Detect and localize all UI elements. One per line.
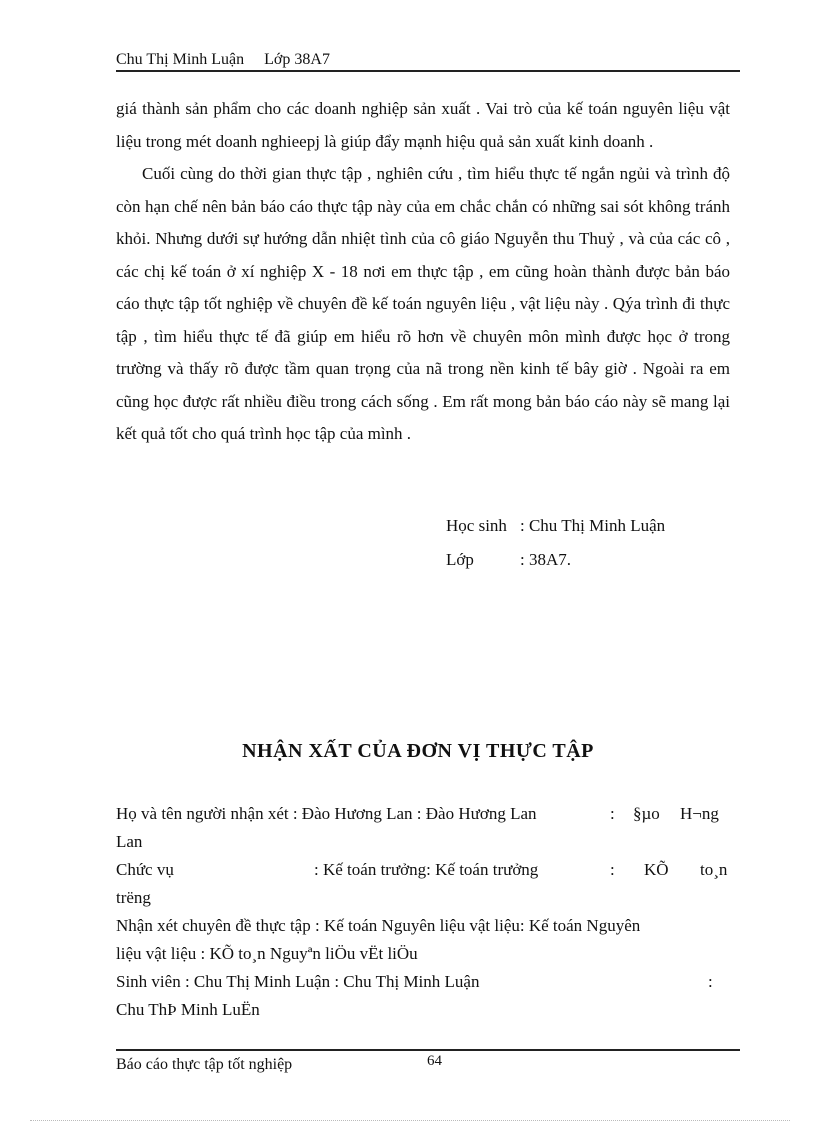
position-garbled-2: to¸n [700,860,728,879]
position-wrap: trëng [116,888,151,907]
review-title: NHẬN XẤT CỦA ĐƠN VỊ THỰC TẬP [242,740,594,762]
reviewer-row [116,800,730,828]
footer-text: Báo cáo thực tập tốt nghiệp [116,1056,293,1073]
review-section [116,800,730,1024]
reviewer-line: Họ và tên người nhận xét : Đào Hương Lan : Đào Hương Lan [116,804,537,823]
position-colon: : [610,860,615,879]
student-colon: : [708,972,713,991]
topic-line: Nhận xét chuyên đề thực tập : Kế toán Nguyên liệu vật liệu: Kế toán Nguyên [116,916,641,935]
position-garbled-1: KÕ [644,860,669,879]
topic-wrap-row [116,940,730,968]
reviewer-garbled-2: H¬ng [680,804,719,823]
signature-class [446,544,571,576]
position-wrap-row [116,884,730,912]
header-divider [116,70,740,72]
footer-divider [116,1049,740,1051]
page-edge-divider [30,1120,790,1121]
page-number: 64 [427,1053,442,1069]
signature-student [446,510,665,542]
page-header [116,50,740,70]
reviewer-garbled-1: §µo [633,804,660,823]
reviewer-wrap: Lan [116,832,143,851]
student-line: Sinh viên : Chu Thị Minh Luận : Chu Thị Minh Luận [116,972,480,991]
position-label: Chức vụ [116,860,174,879]
reviewer-colon: : [610,804,615,823]
signature-class-value: : 38A7. [520,550,571,569]
reviewer-wrap-row [116,828,730,856]
paragraph-1: giá thành sản phẩm cho các doanh nghiệp sản xuất . Vai trò của kế toán nguyên liệu vật liệu trong mét doanh nghieepj là giúp đẩy mạnh hiệu quả sản xuất kinh doanh . [116,99,730,151]
topic-row [116,912,730,940]
header-author: Chu Thị Minh Luận [116,51,245,68]
student-wrap-row [116,996,730,1024]
header-class: Lớp 38A7 [264,51,330,68]
body-text [116,93,730,451]
student-wrap: Chu ThÞ Minh LuËn [116,1000,260,1019]
student-row [116,968,730,996]
position-value: : Kế toán trưởng: Kế toán trưởng [314,860,539,879]
position-row [116,856,730,884]
topic-wrap: liệu vật liệu : KÕ to¸n Nguyªn liÖu vËt liÖu [116,944,418,963]
signature-student-value: : Chu Thị Minh Luận [520,516,666,535]
paragraph-2: Cuối cùng do thời gian thực tập , nghiên cứu , tìm hiểu thực tế ngắn ngủi và trình độ còn hạn chế nên bản báo cáo thực tập này của em chắc chắn có những sai sót không tránh khỏi. Nhưng dưới sự hướng dẫn nhiệt tình của cô giáo Nguyễn thu Thuỷ , và của các cô , các chị kế toán ở xí nghiệp X - 18 nơi em thực tập , em cũng hoàn thành được bản báo cáo thực tập tốt nghiệp về chuyên đề kế toán nguyên liệu , vật liệu này . Qýa trình đi thực tập , tìm hiểu thực tế đã giúp em hiểu rõ hơn về chuyên môn mình được học ở trong trường và thấy rõ được tầm quan trọng của nã trong nền kinh tế bây giờ . Ngoài ra em cũng học được rất nhiều điều trong cách sống . Em rất mong bản báo cáo này sẽ mang lại kết quả tốt cho quá trình học tập của mình . [116,164,730,443]
signature-student-label: Học sinh [446,516,507,535]
signature-class-label: Lớp [446,550,474,569]
